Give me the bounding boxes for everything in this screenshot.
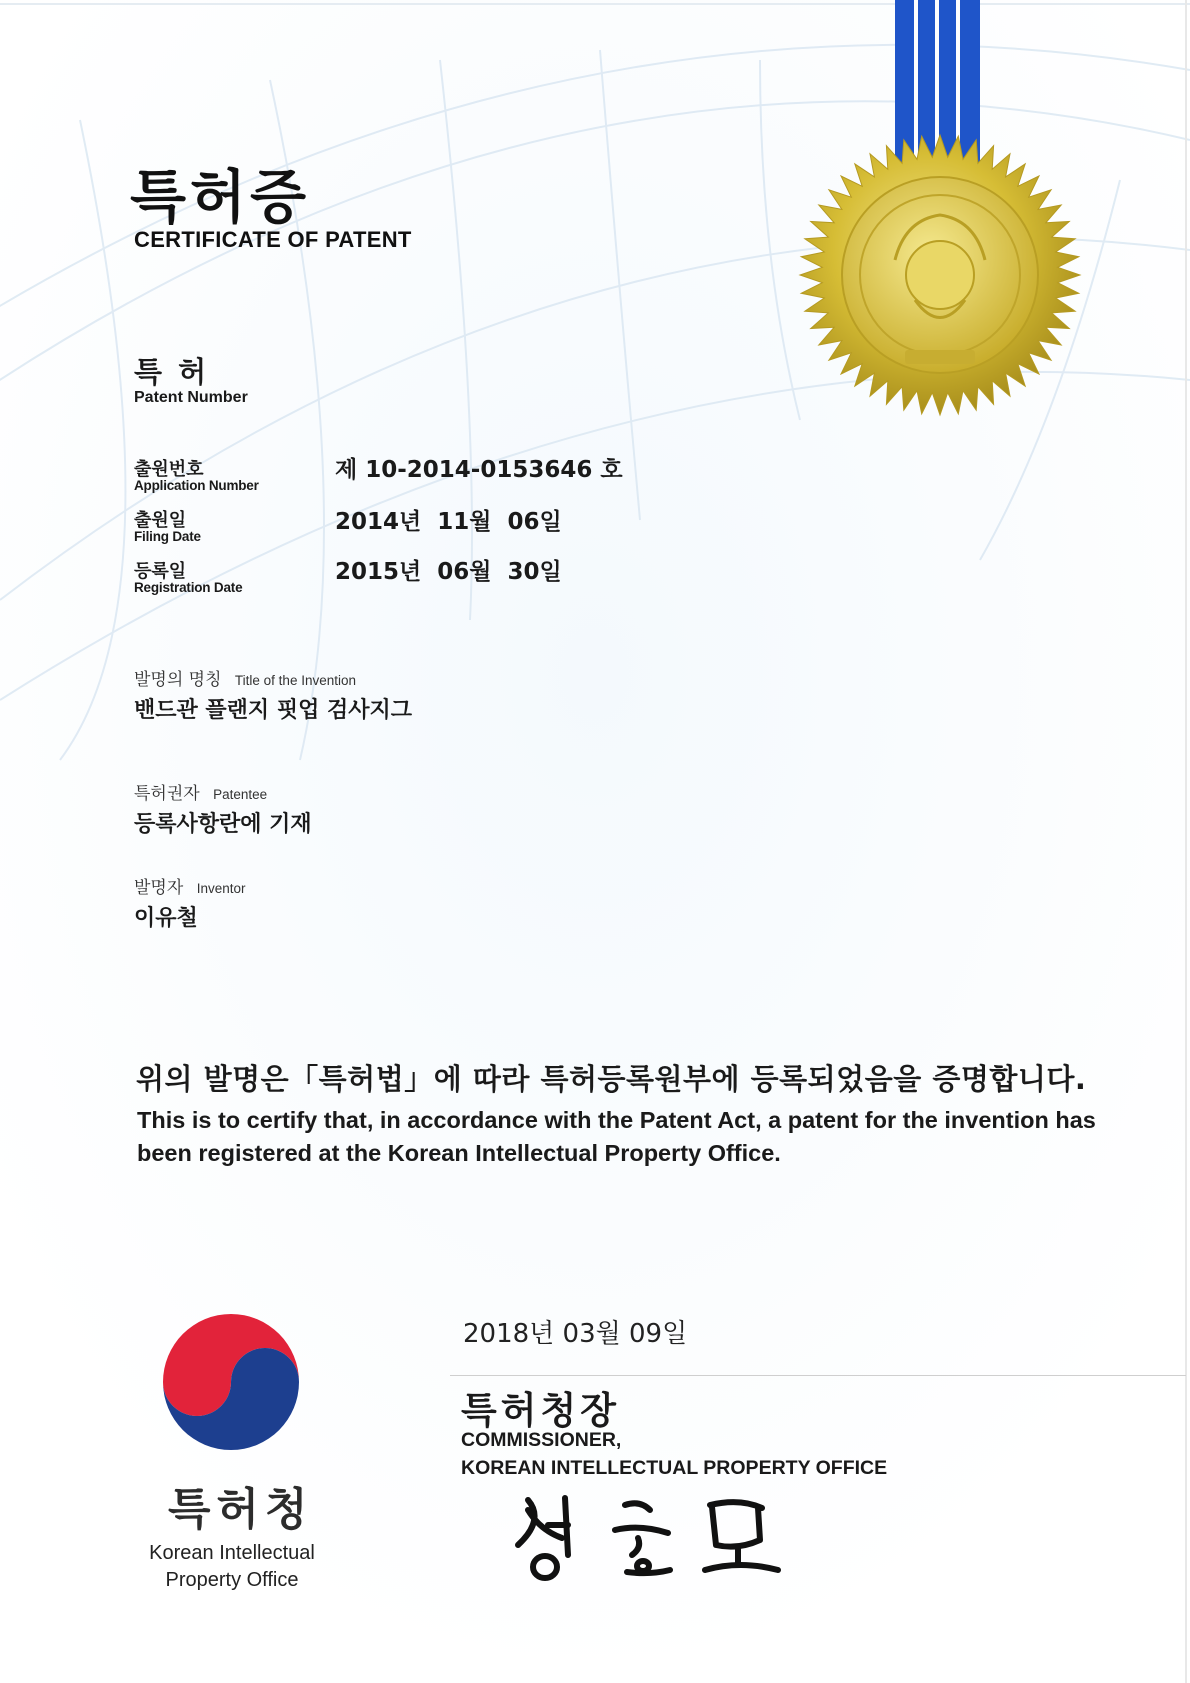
kipo-name-english: Korean Intellectual Property Office bbox=[149, 1542, 315, 1591]
certificate-title-korean: 특허증 bbox=[130, 163, 311, 231]
patent-number-label-english: Patent Number bbox=[134, 389, 248, 406]
invention-title-label-korean: 발명의 명칭 bbox=[134, 670, 222, 690]
filing-date-label-english: Filing Date bbox=[134, 529, 201, 544]
certification-statement-english: This is to certify that, in accordance with the Patent Act, a patent for the invention has been registered at the Korean Intellectual Property Office. bbox=[137, 1107, 1096, 1166]
invention-title-value: 밴드관 플랜지 핏업 검사지그 bbox=[134, 698, 413, 723]
kipo-name-korean: 특허청 bbox=[168, 1484, 314, 1535]
certification-statement-korean: 위의 발명은「특허법」에 따라 특허등록원부에 등록되었음을 증명합니다. bbox=[136, 1062, 1087, 1096]
inventor-value: 이유철 bbox=[134, 906, 198, 931]
commissioner-title-english-line2: KOREAN INTELLECTUAL PROPERTY OFFICE bbox=[461, 1457, 888, 1479]
patentee-label-english: Patentee bbox=[213, 787, 268, 802]
application-number-label-english: Application Number bbox=[134, 478, 259, 493]
commissioner-title-korean: 특허청장 bbox=[461, 1389, 620, 1432]
application-number-label-korean: 출원번호 bbox=[134, 459, 204, 480]
invention-title-label-english: Title of the Invention bbox=[234, 673, 356, 688]
filing-date-value: 2014년 11월 06일 bbox=[335, 509, 562, 535]
registration-date-value: 2015년 06월 30일 bbox=[335, 559, 562, 585]
commissioner-title-english-line1: COMMISSIONER, bbox=[461, 1429, 622, 1451]
inventor-label-english: Inventor bbox=[196, 881, 246, 896]
issue-date: 2018년 03월 09일 bbox=[463, 1319, 688, 1349]
registration-date-label-english: Registration Date bbox=[134, 580, 243, 595]
filing-date-label-korean: 출원일 bbox=[134, 510, 187, 531]
inventor-label-korean: 발명자 bbox=[134, 878, 184, 898]
patentee-label-korean: 특허권자 bbox=[134, 784, 200, 804]
patentee-value: 등록사항란에 기재 bbox=[134, 812, 312, 837]
application-number-value: 제 10-2014-0153646 호 bbox=[335, 457, 623, 483]
patent-number-label-korean: 특 허 bbox=[134, 355, 210, 389]
registration-date-label-korean: 등록일 bbox=[134, 561, 187, 582]
certificate-title-english: CERTIFICATE OF PATENT bbox=[134, 227, 412, 252]
